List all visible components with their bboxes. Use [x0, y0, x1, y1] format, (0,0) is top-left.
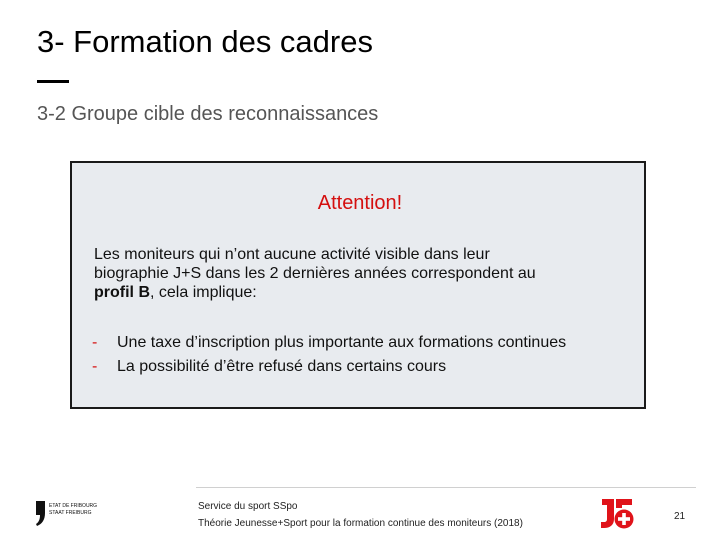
list-item	[92, 331, 566, 355]
list-item-text: Une taxe d’inscription plus importante aux formations continues	[117, 334, 567, 351]
attention-paragraph	[94, 245, 614, 302]
jugend-sport-logo	[600, 497, 634, 529]
page-title: 3- Formation des cadres	[37, 24, 373, 59]
attention-heading: Attention!	[317, 192, 403, 214]
fribourg-logo-text-1: ETAT DE FRIBOURG	[49, 503, 98, 509]
paragraph-line-2: biographie J+S dans les 2 dernières années correspondent au	[94, 265, 536, 282]
footer-service: Service du sport SSpo	[198, 501, 298, 512]
page-number: 21	[674, 511, 686, 522]
consequence-list	[92, 331, 566, 379]
bullet-dash: -	[92, 334, 98, 351]
paragraph-line-3	[94, 283, 614, 302]
title-underline	[37, 80, 69, 83]
list-item-text: La possibilité d’être refusé dans certains cours	[117, 358, 447, 375]
fribourg-logo	[36, 500, 116, 526]
list-item	[92, 355, 566, 379]
footer-text	[198, 498, 523, 532]
attention-box	[70, 161, 646, 409]
paragraph-line-3-rest: , cela implique:	[150, 284, 257, 301]
page-subtitle: 3-2 Groupe cible des reconnaissances	[37, 103, 379, 125]
bullet-dash: -	[92, 358, 98, 375]
paragraph-line-1: Les moniteurs qui n’ont aucune activité visible dans leur	[94, 246, 490, 263]
footer-course: Théorie Jeunesse+Sport pour la formation continue des moniteurs (2018)	[198, 518, 523, 529]
fribourg-logo-text-2: STAAT FREIBURG	[49, 510, 92, 516]
profile-b-label: profil B	[94, 284, 150, 301]
footer-divider	[196, 487, 696, 488]
